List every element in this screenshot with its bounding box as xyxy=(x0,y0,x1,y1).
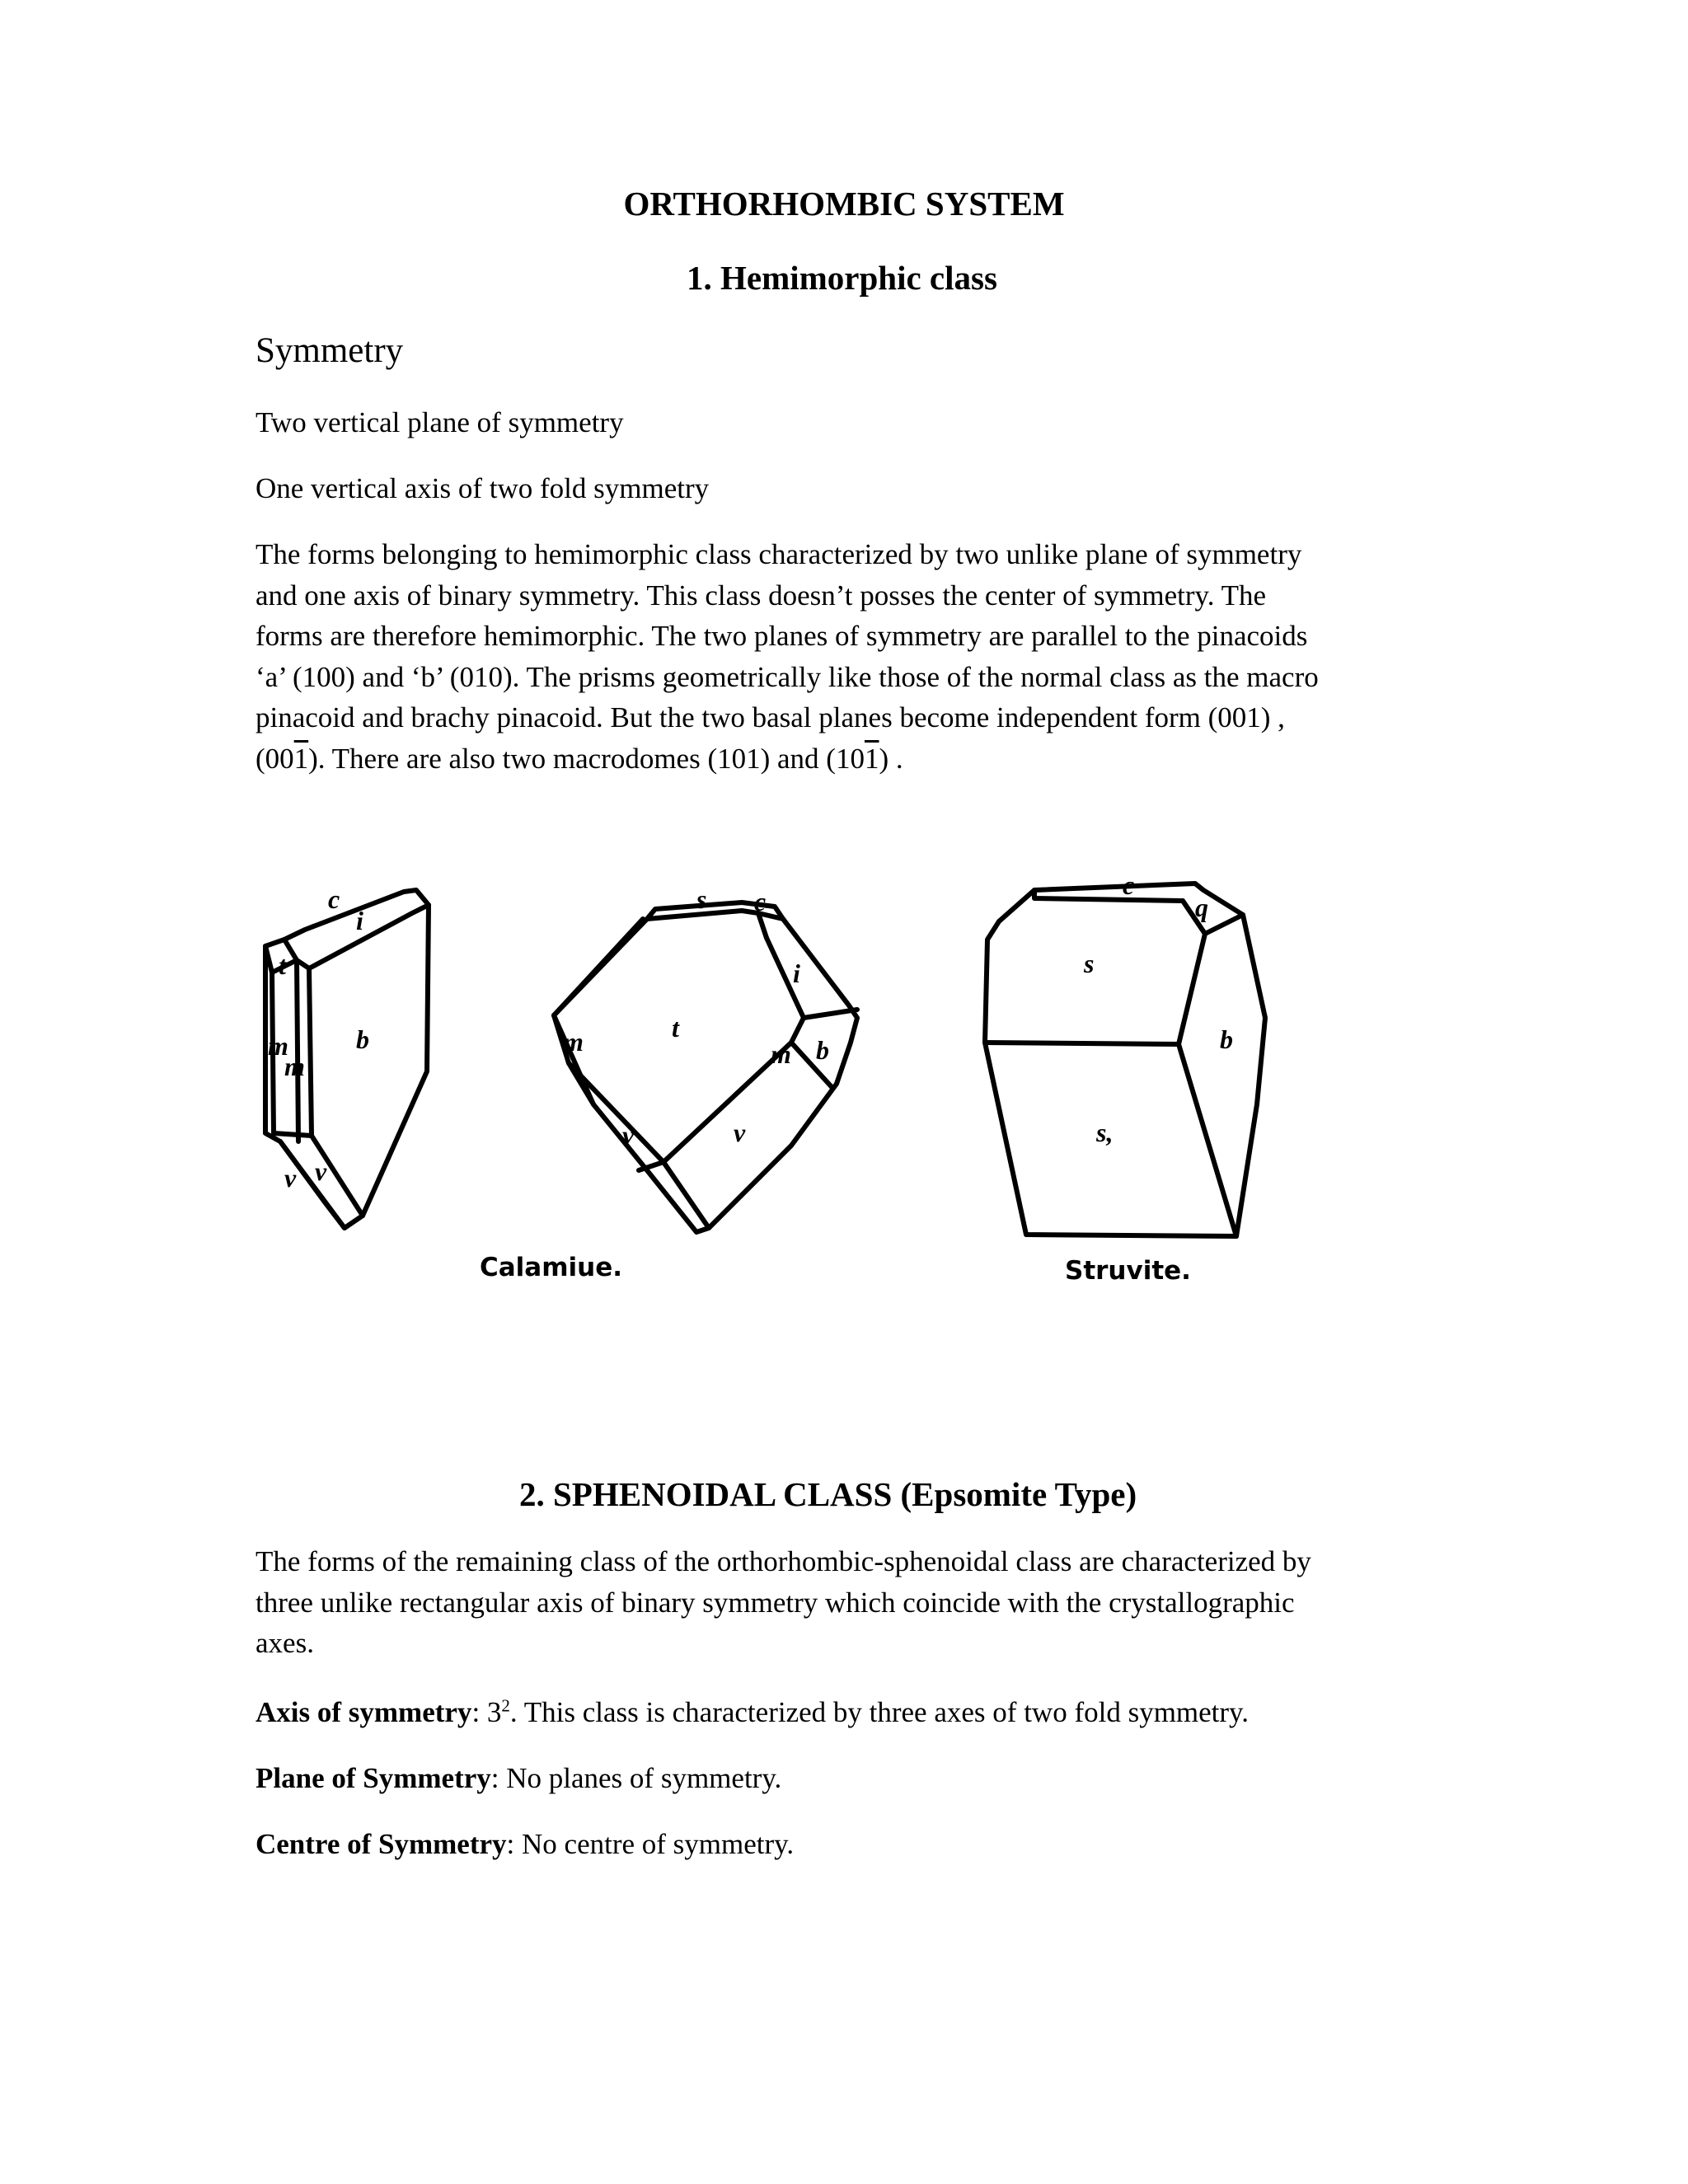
fig3-label-s: s xyxy=(1084,949,1095,978)
sphenoidal-paragraph xyxy=(256,1541,1442,1664)
page-title: ORTHORHOMBIC SYSTEM xyxy=(623,185,1065,223)
centre-text: : No centre of symmetry. xyxy=(506,1828,795,1860)
overline-digit: 1 xyxy=(864,742,879,775)
calamine-crystal-middle xyxy=(554,902,857,1232)
fig3-label-c: c xyxy=(1123,870,1135,900)
axis-superscript: 2 xyxy=(501,1695,510,1716)
paragraph-line: pinacoid and brachy pinacoid. But the two basal planes become independent form (001) , xyxy=(256,701,1285,733)
paragraph-line: three unlike rectangular axis of binary symmetry which coincide with the crystallographic xyxy=(256,1586,1295,1619)
symmetry-line-planes: Two vertical plane of symmetry xyxy=(256,406,624,438)
text-fragment: ). There are also two macrodomes (101) and (10 xyxy=(308,742,865,775)
fig1-label-v2: v xyxy=(315,1156,327,1186)
fig1-label-t: t xyxy=(279,950,286,980)
fig3-label-s1: s, xyxy=(1096,1118,1114,1147)
axis-of-symmetry-line xyxy=(256,1692,1249,1732)
plane-of-symmetry-line xyxy=(256,1758,781,1798)
fig1-label-m1: m xyxy=(268,1031,288,1061)
fig2-label-c: c xyxy=(754,887,767,916)
plane-text: : No planes of symmetry. xyxy=(490,1762,782,1794)
fig2-label-v1: v xyxy=(622,1120,635,1150)
fig3-label-q: q xyxy=(1195,893,1208,922)
fig1-label-b: b xyxy=(356,1024,369,1054)
fig2-label-m2: m xyxy=(771,1039,791,1069)
text-fragment: (00 xyxy=(256,742,294,775)
paragraph-line: The forms of the remaining class of the orthorhombic-sphenoidal class are characterized by xyxy=(256,1545,1311,1577)
paragraph-line: forms are therefore hemimorphic. The two planes of symmetry are parallel to the pinacoids xyxy=(256,620,1308,652)
axis-text: . This class is characterized by three axes of two fold symmetry. xyxy=(509,1696,1250,1728)
fig2-label-b: b xyxy=(816,1035,829,1065)
paragraph-line: ‘a’ (100) and ‘b’ (010). The prisms geometrically like those of the normal class as the macro xyxy=(256,660,1319,693)
text-fragment: ) . xyxy=(879,742,903,775)
centre-label: Centre of Symmetry xyxy=(256,1828,507,1860)
symmetry-line-axis: One vertical axis of two fold symmetry xyxy=(256,472,710,504)
fig1-label-v1: v xyxy=(284,1163,297,1193)
caption-calamine: Calamiue. xyxy=(480,1253,623,1282)
fig2-label-t: t xyxy=(672,1013,679,1043)
centre-of-symmetry-line xyxy=(256,1824,794,1864)
paragraph-line: and one axis of binary symmetry. This class doesn’t posses the center of symmetry. The xyxy=(256,579,1267,612)
paragraph-line: The forms belonging to hemimorphic class characterized by two unlike plane of symmetry xyxy=(256,538,1302,570)
fig2-label-s: s xyxy=(696,884,707,914)
section-heading-hemimorphic: 1. Hemimorphic class xyxy=(687,259,997,297)
overline-digit: 1 xyxy=(293,742,309,775)
paragraph-line: axes. xyxy=(256,1627,314,1659)
section-heading-sphenoidal: 2. SPHENOIDAL CLASS (Epsomite Type) xyxy=(519,1475,1137,1513)
symmetry-heading: Symmetry xyxy=(256,331,404,370)
fig1-label-c: c xyxy=(328,884,340,914)
struvite-crystal xyxy=(985,883,1265,1236)
axis-label: Axis of symmetry xyxy=(256,1696,472,1728)
fig3-label-b: b xyxy=(1220,1024,1233,1054)
caption-struvite: Struvite. xyxy=(1065,1256,1191,1286)
fig1-label-m2: m xyxy=(284,1052,305,1081)
plane-label: Plane of Symmetry xyxy=(256,1762,491,1794)
fig2-label-i: i xyxy=(793,958,800,988)
axis-separator: : 3 xyxy=(471,1696,502,1728)
fig1-label-i: i xyxy=(356,906,363,935)
fig2-label-v2: v xyxy=(734,1118,746,1147)
fig2-label-m1: m xyxy=(563,1027,584,1057)
